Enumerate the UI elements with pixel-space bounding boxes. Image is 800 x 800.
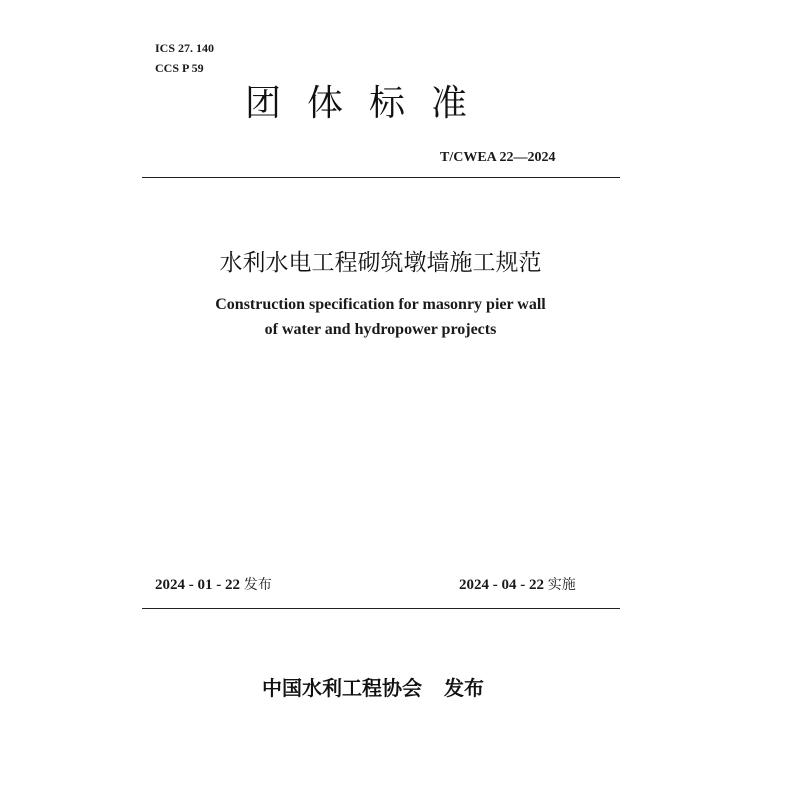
top-divider [142, 177, 620, 178]
title-english-line-1: Construction specification for masonry pier wall [215, 296, 546, 313]
title-english-line-2: of water and hydropower projects [264, 321, 497, 338]
publisher-action: 发布 [444, 676, 484, 700]
standard-number: T/CWEA 22—2024 [440, 150, 556, 165]
issue-date: 2024 - 01 - 22 [155, 577, 240, 593]
implementation-label: 实施 [547, 577, 576, 593]
issue-label: 发布 [243, 577, 272, 593]
ics-code: ICS 27. 140 [155, 41, 215, 55]
bottom-divider [142, 608, 620, 609]
standard-type-heading: 团体标准 [245, 83, 494, 124]
publisher-name: 中国水利工程协会 [262, 676, 422, 700]
title-chinese: 水利水电工程砌筑墩墙施工规范 [219, 250, 542, 276]
issue-date-group [155, 575, 272, 595]
ccs-code: CCS P 59 [155, 61, 204, 75]
implementation-date-group [459, 575, 576, 595]
publisher-line [262, 675, 484, 701]
implementation-date: 2024 - 04 - 22 [459, 577, 544, 593]
